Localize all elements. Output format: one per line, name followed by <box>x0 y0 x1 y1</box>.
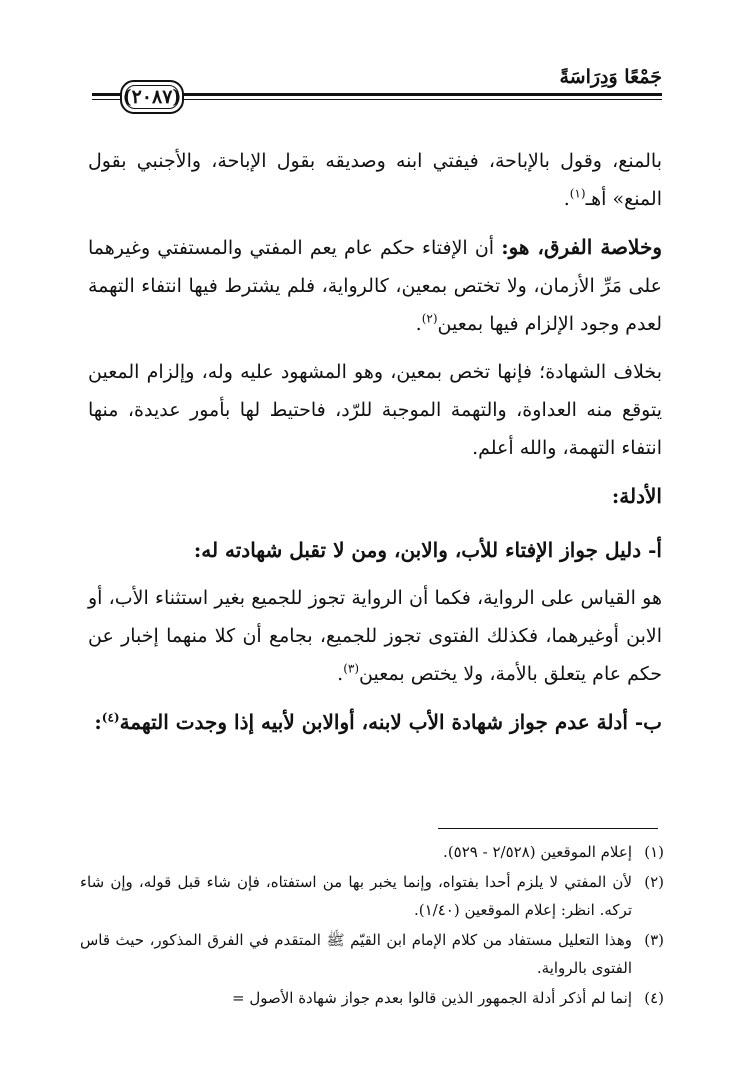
heading-b-text: ب- أدلة عدم جواز شهادة الأب لابنه، أوالابن لأبيه إذا وجدت التهمة <box>119 710 662 734</box>
footnote <box>80 926 664 982</box>
page-number-text: (٢٠٨٧) <box>122 86 182 108</box>
footnote-number: (٣) <box>644 931 664 949</box>
footnote <box>80 838 664 866</box>
footnote-ref-1[interactable]: (١) <box>569 186 586 201</box>
section-heading: الأدلة: <box>611 484 662 508</box>
heading-b <box>88 703 662 741</box>
paragraph-4: هو القياس على الرواية، فكما أن الرواية تجوز للجميع بغير استثناء الأب، أو الابن أوغيرهما، فكذلك الفتوى تجوز للجميع، بجامع أن كلا منهما إخبار عن حكم عام يتعلق بالأمة، ولا يختص بمعين$^{(٣)}$. <box>88 587 662 685</box>
paragraph-2: وخلاصة الفرق، هو: أن الإفتاء حكم عام يعم المفتي والمستفتي وغيرهما على مَرِّ الأزمان، ولا تختص بمعين، كالرواية، فلم يشترط فيها انتفاء التهمة لعدم وجود الإلزام فيها بمعين$^{(٢)}$. <box>88 235 662 335</box>
paragraph-3: بخلاف الشهادة؛ فإنها تخص بمعين، وهو المشهود عليه وله، وإلزام المعين يتوقع منه العداوة، والتهمة الموجبة للرّد، فاحتيط لها بأمور عديدة، منها انتفاء التهمة، والله أعلم. <box>88 361 662 459</box>
footnote-number: (٢) <box>644 873 664 891</box>
summary-lead: وخلاصة الفرق، هو: <box>501 235 662 259</box>
footnote-number: (١) <box>644 843 664 861</box>
footnote-ref-2[interactable]: (٢) <box>421 311 438 326</box>
footnote-ref-3[interactable]: (٣) <box>343 661 360 676</box>
footnote-ref-4[interactable]: (٤) <box>101 710 120 725</box>
paragraph-1: بالمنع، وقول بالإباحة، فيفتي ابنه وصديقه بقول الإباحة، والأجنبي بقول المنع» أهـ$^{(١)}$. <box>88 150 662 210</box>
footnote-text: لأن المفتي لا يلزم أحدا بفتواه، وإنما يخبر بها من استفتاه، فإن شاء قبل قوله، وإن شاء تركه. انظر: إعلام الموقعين (١/٤٠). <box>80 873 632 919</box>
heading-a: أ- دليل جواز الإفتاء للأب، والابن، ومن لا تقبل شهادته له: <box>193 538 662 562</box>
footnote-separator <box>438 828 658 829</box>
footnote-text: إنما لم أذكر أدلة الجمهور الذين قالوا بعدم جواز شهادة الأصول = <box>231 989 632 1007</box>
footnotes <box>80 838 664 1014</box>
page-header <box>92 58 662 118</box>
footnote-text: وهذا التعليل مستفاد من كلام الإمام ابن القيّم ﷺ المتقدم في الفرق المذكور، حيث قاس الفتوى بالرواية. <box>80 931 632 977</box>
page-number <box>120 80 184 114</box>
paragraph-1-text: بالمنع، وقول بالإباحة، فيفتي ابنه وصديقه بقول الإباحة، والأجنبي بقول المنع» أهـ <box>88 150 662 210</box>
heading-b-colon: : <box>94 710 102 734</box>
footnote <box>80 868 664 924</box>
paragraph-2-text: أن الإفتاء حكم عام يعم المفتي والمستفتي وغيرهما على مَرِّ الأزمان، ولا تختص بمعين، كالرواية، فلم يشترط فيها انتفاء التهمة لعدم وجود الإلزام فيها بمعين <box>88 237 662 335</box>
footnote-number: (٤) <box>644 989 664 1007</box>
running-title: جَمْعًا وَدِرَاسَةً <box>559 66 662 88</box>
paragraph-4-text: هو القياس على الرواية، فكما أن الرواية تجوز للجميع بغير استثناء الأب، أو الابن أوغيرهما، فكذلك الفتوى تجوز للجميع، بجامع أن كلا منهما إخبار عن حكم عام يتعلق بالأمة، ولا يختص بمعين <box>88 587 662 685</box>
footnote <box>80 984 664 1012</box>
main-text <box>88 142 662 751</box>
footnote-text: إعلام الموقعين (٢/٥٢٨ - ٥٢٩). <box>443 843 632 861</box>
